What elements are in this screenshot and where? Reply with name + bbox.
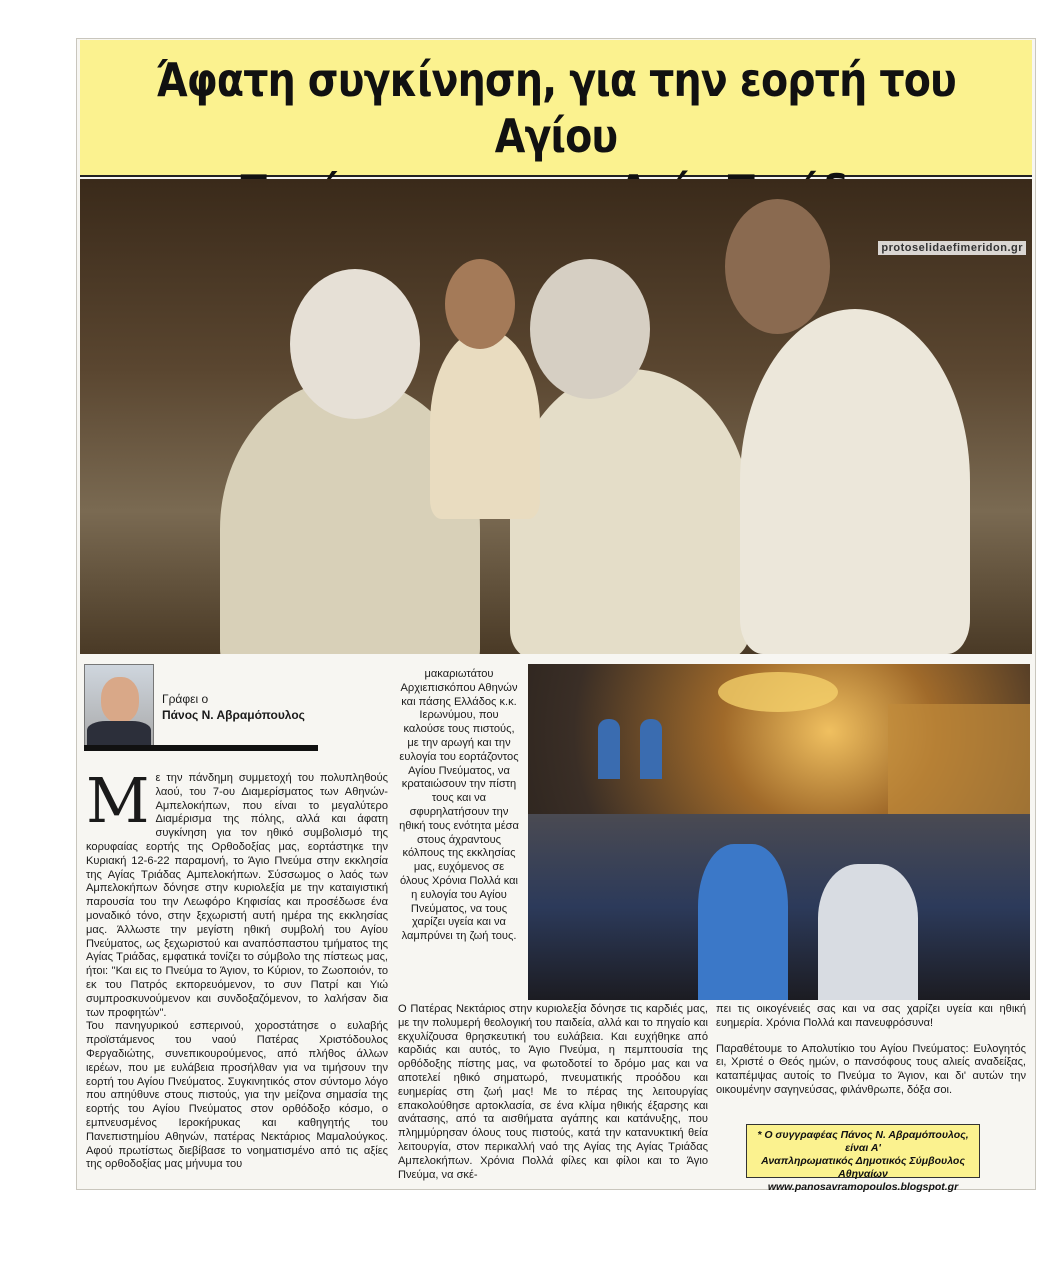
byline-rule — [84, 745, 318, 751]
article-column-2-top — [398, 668, 520, 944]
article-column-1 — [86, 764, 388, 1172]
byline — [84, 664, 320, 754]
figure-clergy — [530, 259, 650, 399]
footnote-line: Αναπληρωματικός Δημοτικός Σύμβουλος Αθηναίων — [761, 1155, 965, 1180]
article-paragraph: Παραθέτουμε το Απολυτίκιο του Αγίου Πνεύματος: Ευλογητός ει, Χριστέ ο Θεός ημών, ο πανσόφους τους αλιείς αναδείξας, καταπέμψας αυτοίς το Πνεύμα το Άγιον, και δι' αυτών την οικουμένην σαγηνεύσας, φιλάνθρωπε, δόξα σοι. — [716, 1042, 1026, 1096]
author-footnote — [746, 1124, 980, 1193]
figure-clergy — [510, 369, 750, 654]
figure-clergy — [430, 329, 540, 519]
watermark: protoselidaefimeridon.gr — [878, 241, 1026, 255]
headline-banner — [80, 40, 1032, 177]
main-photo — [80, 179, 1032, 654]
article-paragraph: ε την πάνδημη συμμετοχή του πολυπληθούς λαού, του 7-ου Διαμερίσματος των Αθηνών- Αμπελοκήπων, που είναι το μεγαλύτερο Διαμέρισμα της πόλης, αλλά και άφατη συγκίνηση για τον ηθικό συμβολισμό της κορυφαίας εορτής της Ορθοδοξίας μας, εορτάστηκε την Κυριακή 12-6-22 παραμονή, το Άγιο Πνεύμα στην εκκλησία της Αγίας Τριάδας Αμπελοκήπων. Σύσσωμος ο λαός των Αμπελοκήπων δόνησε στην κυριολεξία με την καταιγιστική παρουσία του την Λεωφόρο Κηφισίας και προσέδωσε ένα μοναδικό τόνο, στην ξεχωριστή αυτή ημέρα της εκκλησίας μας. Άλλωστε την μεγίστη ηθική συμβολή του Αγίου Πνεύματος, ως ξεχωριστού και αναπόσπαστου τμήματος της Αγίας Τριάδας, εμφατικά τονίζει το σύμβολο της πίστεως μας, ήτοι: "Και εις το Πνεύμα το Άγιον, το Κύριον, το Ζωοποιόν, το εκ του Πατρός εκπορευόμενον, το συν Πατρί και Υιώ συμπροσκυνούμενον και συνδοξαζόμενον, το λαλήσαν δια των προφητών". — [86, 772, 388, 1019]
article-paragraph: Ο Πατέρας Νεκτάριος στην κυριολεξία δόνησε τις καρδιές μας, με την πολυμερή θεολογική του παιδεία, αλλά και το πηγαίο και εκχυλίζουσα θρησκευτική του ευλάβεια. Και ευχήθηκε από καρδιάς και αυτός, το Άγιο Πνεύμα, η πεμπτουσία της ορθόδοξης πίστης μας, να φωτοδοτεί το δρόμο μας και να αποτελεί ηθικό σηματωρό, πνευματικής προόδου και ευημερίας στη ζωή μας! Με το πέρας της λειτουργίας επακολούθησε αρτοκλασία, σε ένα κλίμα ηθικής έξαρσης και ανάτασης, από τα αισθήματα αγάπης και κατάνυξης, που πλημμύρησαν όλους τους πιστούς, κατά την κατανυκτική θεία λειτουργία, στον περικαλλή ναό της Αγίας της Αγίας Τριάδας Αμπελοκήπων. Χρόνια Πολλά φίλες και φίλοι και το Άγιο Πνεύμα, να σκέ- — [398, 1003, 708, 1181]
article-paragraph: πει τις οικογένειές σας και να σας χαρίζει υγεία και ηθική ευημερία. Χρόνια Πολλά και πανευφρόσυνα! — [716, 1003, 1026, 1029]
footnote-link[interactable]: www.panosavramopoulos.blogspot.gr — [767, 1181, 959, 1193]
figure-clergy — [445, 259, 515, 349]
byline-author: Πάνος Ν. Αβραμόπουλος — [162, 708, 305, 722]
byline-label: Γράφει ο — [162, 692, 209, 706]
iconostasis — [888, 704, 1030, 824]
article-column-3 — [716, 1003, 1026, 1098]
drop-cap: Μ — [86, 764, 150, 837]
footnote-line: * Ο συγγραφέας Πάνος Ν. Αβραμόπουλος, είναι Α' — [757, 1129, 969, 1154]
chandelier — [718, 672, 838, 712]
figure-person — [818, 864, 918, 1000]
stained-window — [640, 719, 662, 779]
article-column-2-bottom — [398, 1003, 708, 1182]
avatar-head — [101, 677, 139, 723]
figure-clergy — [725, 199, 830, 334]
article-paragraph: Του πανηγυρικού εσπερινού, χοροστάτησε ο ευλαβής προϊστάμενος του ναού Πατέρας Χριστόδουλος Φεργαδιώτης, συνεπικουρούμενος, από πλήθος άλλων ιερέων, που με ευλάβεια προσήλθαν για να τιμήσουν την εορτή του Αγίου Πνεύματος. Συγκινητικός στον σύντομο λόγο που απηύθυνε στους πιστούς, για την μείζονα σημασία της εορτής του Αγίου Πνεύματος στον ορθόδοξο κόσμο, ο εμπνευσμένος Ιεροκήρυκας και καθηγητής του Πανεπιστημίου Αθηνών, πατέρας Νεκτάριος Μαμαλούγκος. Αφού πρωτίστως διεβίβασε το νοηματισμένο από τις αξίες της ορθοδοξίας μας μήνυμα του — [86, 1020, 388, 1171]
figure-clergy — [290, 269, 420, 419]
figure-person — [698, 844, 788, 1000]
figure-clergy — [740, 309, 970, 654]
article-paragraph: μακαριωτάτου Αρχιεπισκόπου Αθηνών και πάσης Ελλάδος κ.κ. Ιερωνύμου, που καλούσε τους πιστούς, με την αρωγή και την ευλογία του εορτάζοντος Αγίου Πνεύματος, να κραταιώσουν την πίστη τους και να σφυρηλατήσουν την ηθική τους ενότητα μέσα στους άχραντους κόλπους της εκκλησίας μας, ευχόμενος σε όλους Χρόνια Πολλά και η ευλογία του Αγίου Πνεύματος, να τους χαρίζει υγεία και να λαμπρύνει τη ζωή τους. — [399, 668, 519, 943]
avatar — [84, 664, 154, 750]
headline-line-1: Άφατη συγκίνηση, για την εορτή του Αγίου — [156, 53, 956, 163]
secondary-photo — [528, 664, 1030, 1000]
stained-window — [598, 719, 620, 779]
